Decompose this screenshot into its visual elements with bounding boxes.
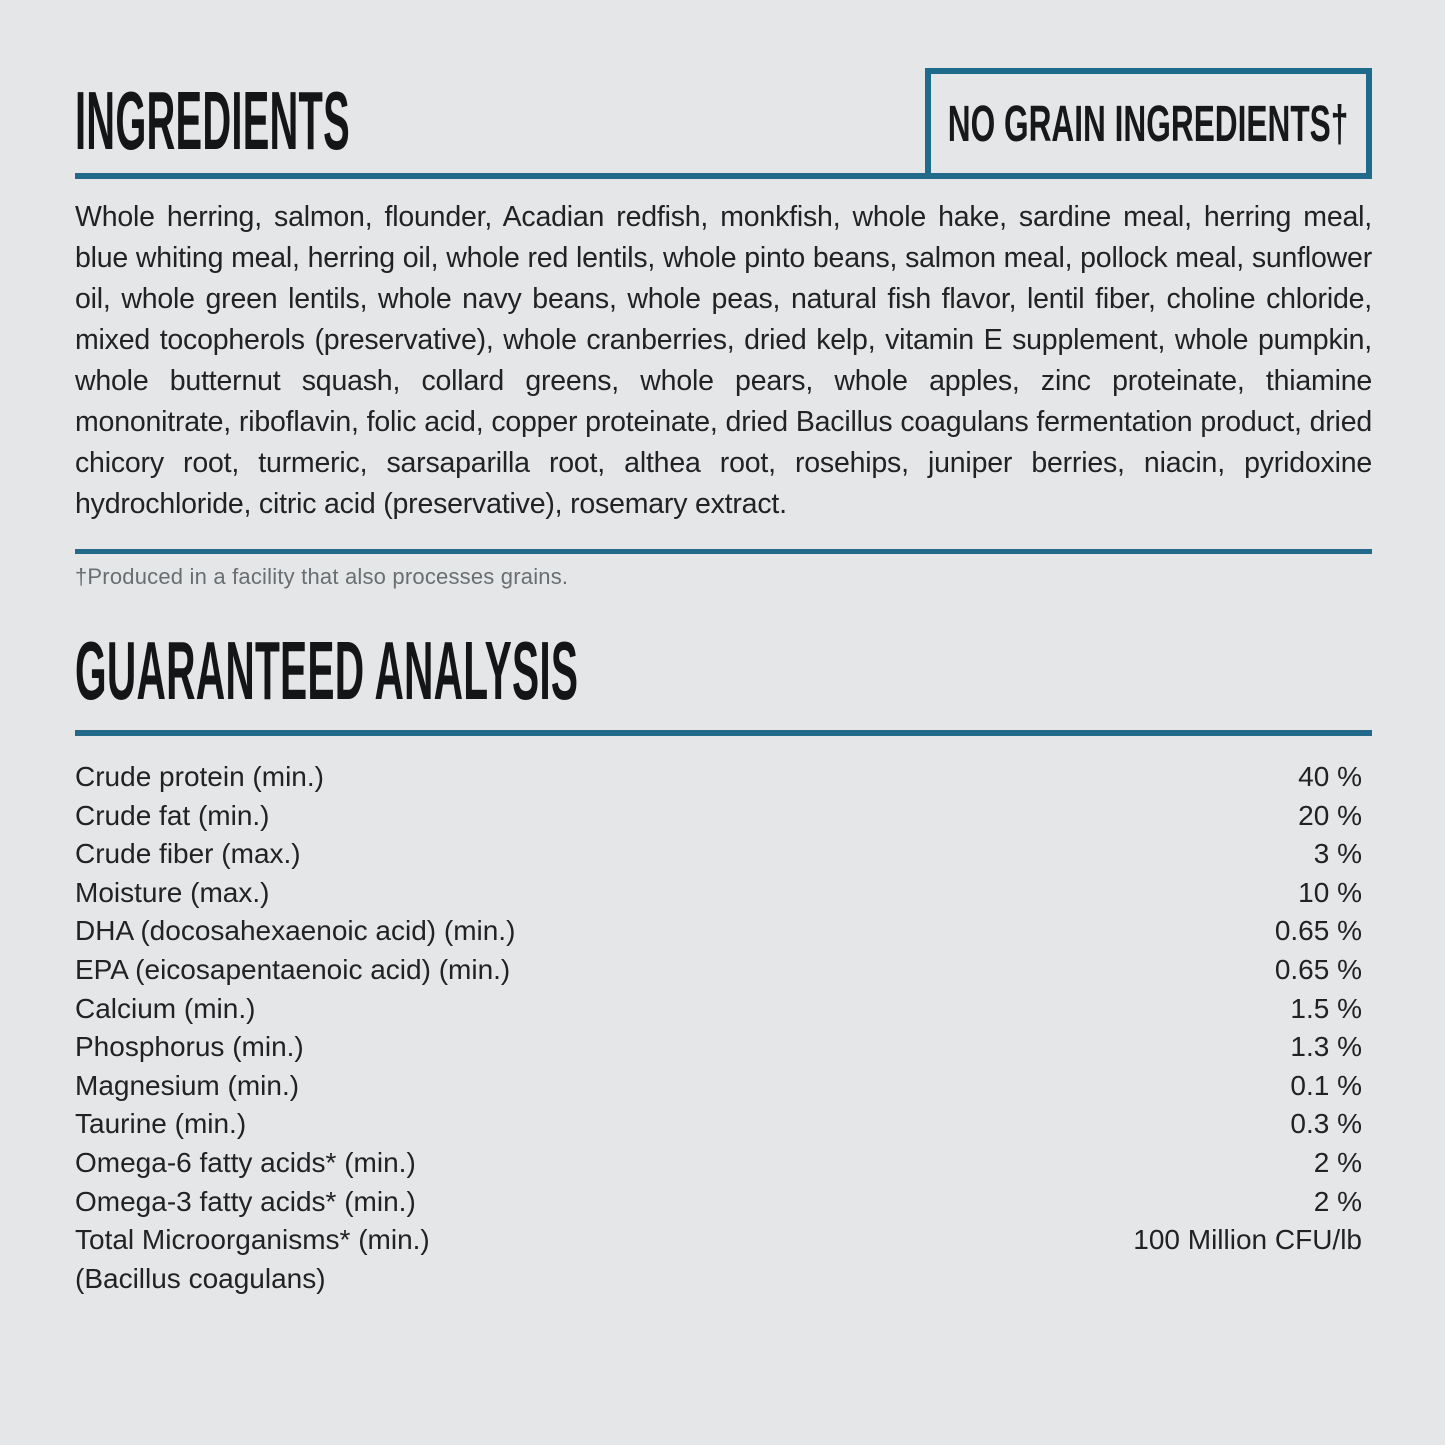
analysis-row-label: Moisture (max.) [75, 876, 270, 908]
analysis-row-value: 1.5 % [1290, 992, 1362, 1024]
analysis-row [75, 912, 1372, 951]
analysis-row-value: 1.3 % [1290, 1031, 1362, 1063]
header-divider-rule [75, 173, 1372, 179]
analysis-row [75, 797, 1372, 836]
analysis-row [75, 1144, 1372, 1183]
grain-facility-footnote: †Produced in a facility that also processes grains. [75, 564, 569, 589]
analysis-divider-rule [75, 730, 1372, 736]
analysis-row-label: Crude fat (min.) [75, 799, 270, 831]
analysis-row-value: 10 % [1298, 876, 1362, 908]
ingredients-heading: INGREDIENTS [75, 74, 350, 167]
analysis-row-value: 0.3 % [1290, 1108, 1362, 1140]
analysis-row [75, 1105, 1372, 1144]
analysis-row-label: Crude protein (min.) [75, 761, 324, 792]
analysis-row-value: 0.65 % [1274, 915, 1362, 947]
ingredients-list-text: Whole herring, salmon, flounder, Acadian redfish, monkfish, whole hake, sardine meal, herring meal, blue whiting meal, herring oil, whole red lentils, whole pinto beans, salmon meal, pollock meal, sunflower oil, whole green lentils, whole navy beans, whole peas, natural fish flavor, lentil fiber, choline chloride, mixed tocopherols (preservative), whole cranberries, dried kelp, vitamin E supplement, whole pumpkin, whole butternut squash, collard greens, whole pears, whole apples, zinc proteinate, thiamine mononitrate, riboflavin, folic acid, copper proteinate, dried Bacillus coagulans fermentation product, dried chicory root, turmeric, sarsaparilla root, althea root, rosehips, juniper berries, niacin, pyridoxine hydrochloride, citric acid (preservative), rosemary extract. [75, 201, 1372, 520]
no-grain-badge [925, 68, 1372, 179]
guaranteed-analysis-table [75, 758, 1372, 1298]
analysis-row-value: 0.1 % [1290, 1069, 1362, 1101]
analysis-row-label: Omega-3 fatty acids* (min.) [75, 1185, 416, 1217]
analysis-row-label: Total Microorganisms* (min.) [75, 1224, 430, 1256]
analysis-row-label: Phosphorus (min.) [75, 1031, 304, 1063]
analysis-row-value: 2 % [1313, 1185, 1362, 1217]
analysis-row [75, 874, 1372, 913]
analysis-row-label: Omega-6 fatty acids* (min.) [75, 1146, 416, 1178]
analysis-row [75, 1221, 1372, 1260]
analysis-row [75, 1260, 1372, 1299]
analysis-row-label: EPA (eicosapentaenoic acid) (min.) [75, 953, 511, 985]
analysis-row [75, 990, 1372, 1029]
analysis-row-value: 40 % [1298, 761, 1362, 792]
guaranteed-analysis-heading: GUARANTEED ANALYSIS [75, 624, 579, 717]
analysis-row [75, 1183, 1372, 1222]
ingredients-header [0, 0, 1445, 179]
analysis-row-label: (Bacillus coagulans) [75, 1262, 326, 1294]
analysis-row-value: 100 Million CFU/lb [1133, 1224, 1362, 1256]
analysis-row [75, 1067, 1372, 1106]
analysis-row-label: Magnesium (min.) [75, 1069, 300, 1101]
analysis-row [75, 758, 1372, 797]
analysis-row [75, 951, 1372, 990]
no-grain-badge-label: NO GRAIN INGREDIENTS† [948, 95, 1349, 152]
analysis-row-label: Calcium (min.) [75, 992, 256, 1024]
footnote-divider-rule [75, 549, 1372, 554]
analysis-row-label: DHA (docosahexaenoic acid) (min.) [75, 915, 516, 947]
analysis-row-value: 2 % [1313, 1146, 1362, 1178]
analysis-row-label: Taurine (min.) [75, 1108, 247, 1140]
analysis-row-value: 3 % [1313, 838, 1362, 870]
analysis-row-label: Crude fiber (max.) [75, 838, 301, 870]
analysis-row [75, 835, 1372, 874]
analysis-row-value: 20 % [1298, 799, 1362, 831]
analysis-row-value: 0.65 % [1274, 953, 1362, 985]
analysis-row [75, 1028, 1372, 1067]
